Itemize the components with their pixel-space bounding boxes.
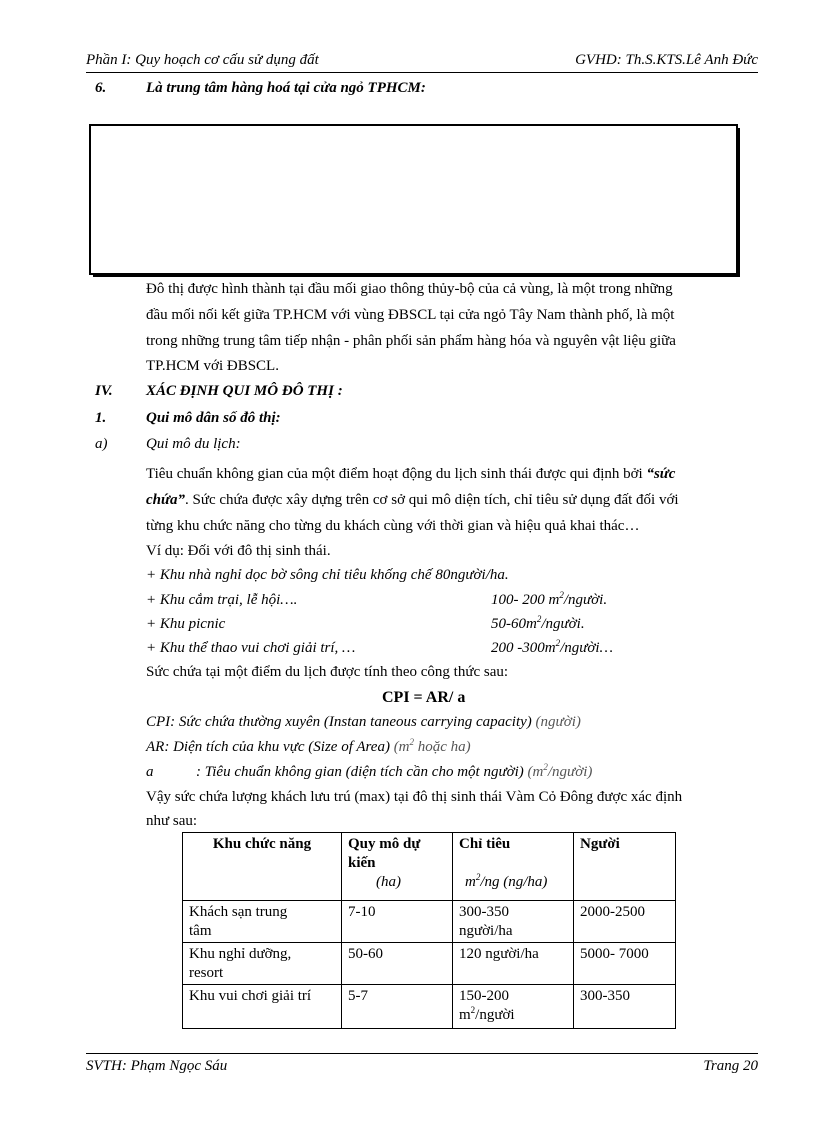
tourism-line2-bold: chứa” [146, 492, 185, 508]
table-header-scale-line2: kiến [348, 855, 376, 871]
table-header-row [183, 833, 676, 901]
formula-ar [146, 739, 471, 756]
item-3: + Khu picnic [146, 616, 226, 632]
item-3-sup: 2 [536, 614, 542, 624]
header-right: GVHD: Th.S.KTS.Lê Anh Đức [575, 52, 758, 68]
table-header-people [574, 833, 676, 901]
table-cell-scale: 5-7 [342, 985, 453, 1029]
section-1-number: 1. [95, 410, 107, 426]
formula-a [196, 764, 592, 781]
item-2-unit: /người. [563, 592, 608, 608]
table-header-index-unit-post: /ng (ng/ha) [480, 874, 548, 890]
row3-index-line1: 150-200 [459, 988, 509, 1004]
formula-a-symbol: a [146, 764, 154, 780]
formula-ar-unit-post: hoặc ha) [414, 739, 471, 755]
table-cell-index [453, 901, 574, 943]
row1-name-line1: Khách sạn trung [189, 904, 288, 920]
table-header-people-label: Người [580, 836, 620, 852]
table-header-scale-unit: (ha) [376, 874, 401, 890]
row3-index-unit-pre: m [459, 1007, 471, 1023]
table-cell-function [183, 943, 342, 985]
capacity-table [182, 832, 676, 1029]
tourism-line2-text: . Sức chứa được xây dựng trên cơ sở qui mô diện tích, chỉ tiêu sử dụng đất đối với [185, 492, 679, 508]
tourism-line2 [146, 492, 679, 509]
item-4: + Khu thể thao vui chơi giải trí, … [146, 640, 356, 656]
table-cell-scale: 7-10 [342, 901, 453, 943]
formula-a-unit-pre: (m [527, 764, 544, 780]
tourism-line1-text: Tiêu chuẩn không gian của một điểm hoạt động du lịch sinh thái được qui định bởi [146, 466, 647, 482]
item-2-value [491, 592, 607, 609]
formula-a-text: : Tiêu chuẩn không gian (diện tích cần cho một người) [196, 764, 524, 780]
section-1-title: Qui mô dân số đô thị: [146, 410, 281, 426]
row1-name-line2: tâm [189, 923, 212, 939]
footer-right: Trang 20 [703, 1058, 758, 1074]
item-3-value-num: 50-60m [491, 616, 537, 632]
figure-shadow-right [738, 128, 740, 277]
item-1: + Khu nhà nghỉ dọc bờ sông chỉ tiêu khống chế 80người/ha. [146, 567, 509, 583]
formula-a-sup: 2 [543, 762, 548, 772]
section-6-number: 6. [95, 80, 107, 96]
header-rule [86, 72, 758, 73]
table-row [183, 901, 676, 943]
row2-name-line2: resort [189, 965, 224, 981]
section-6-title: Là trung tâm hàng hoá tại cửa ngỏ TPHCM: [146, 80, 426, 96]
section-a-number: a) [95, 436, 108, 452]
table-header-index-sup: 2 [475, 872, 481, 882]
figure-placeholder [89, 124, 738, 275]
item-4-unit: /người… [560, 640, 613, 656]
conclusion-line1: Vậy sức chứa lượng khách lưu trú (max) tại đô thị sinh thái Vàm Cỏ Đông được xác định [146, 789, 683, 805]
table-cell-people: 300-350 [574, 985, 676, 1029]
formula-ar-text: AR: Diện tích của khu vực (Size of Area) [146, 739, 390, 755]
tourism-line1 [146, 466, 675, 483]
formula-cpi-text: CPI: Sức chứa thường xuyên (Instan taneous carrying capacity) [146, 714, 532, 730]
item-2-sup: 2 [559, 590, 564, 600]
formula-equation: CPI = AR/ a [382, 689, 466, 706]
header-left: Phần I: Quy hoạch cơ cấu sử dụng đất [86, 52, 319, 68]
table-header-scale [342, 833, 453, 901]
row1-index-line1: 300-350 [459, 904, 509, 920]
table-row [183, 985, 676, 1029]
item-2-value-num: 100- 200 m [491, 592, 560, 608]
figure-shadow-bottom [93, 275, 740, 277]
table-row [183, 943, 676, 985]
formula-ar-unit-pre: (m [393, 739, 410, 755]
section-IV-title: XÁC ĐỊNH QUI MÔ ĐÔ THỊ : [146, 383, 343, 399]
footer-left: SVTH: Phạm Ngọc Sáu [86, 1058, 228, 1074]
table-cell-scale: 50-60 [342, 943, 453, 985]
table-cell-people: 5000- 7000 [574, 943, 676, 985]
table-header-scale-line1: Quy mô dự [348, 836, 421, 852]
table-cell-function [183, 901, 342, 943]
item-3-unit: /người. [541, 616, 585, 632]
formula-cpi-unit: (người) [535, 714, 581, 730]
tourism-line1-bold: “sức [646, 466, 676, 482]
row1-index-line2: người/ha [459, 923, 513, 939]
table-header-index-unit-pre: m [465, 874, 476, 890]
table-cell-index: 120 người/ha [453, 943, 574, 985]
table-header-function-label: Khu chức năng [212, 836, 312, 852]
formula-cpi [146, 714, 581, 731]
table-cell-index [453, 985, 574, 1029]
tourism-line4: Ví dụ: Đối với đô thị sinh thái. [146, 543, 331, 559]
item-3-value [491, 616, 585, 633]
tourism-line3: từng khu chức năng cho từng du khách cùng với thời gian và hiệu quả khai thác… [146, 518, 640, 534]
para6-line3: trong những trung tâm tiếp nhận - phân phối sản phẩm hàng hóa và nguyên vật liệu giữa [146, 333, 676, 349]
table-cell-function: Khu vui chơi giải trí [183, 985, 342, 1029]
formula-ar-sup: 2 [409, 737, 415, 747]
formula-intro: Sức chứa tại một điểm du lịch được tính theo công thức sau: [146, 664, 509, 680]
table-header-function [183, 833, 342, 901]
section-a-title: Qui mô du lịch: [146, 436, 241, 452]
row3-index-unit-post: /người [475, 1007, 515, 1023]
para6-line4: TP.HCM với ĐBSCL. [146, 358, 279, 374]
item-2: + Khu cắm trại, lễ hội…. [146, 592, 298, 608]
para6-line1: Đô thị được hình thành tại đầu mối giao thông thủy-bộ của cả vùng, là một trong những [146, 281, 673, 297]
item-4-value [491, 640, 613, 657]
table-cell-people: 2000-2500 [574, 901, 676, 943]
formula-ar-unit [394, 739, 471, 755]
formula-a-unit [528, 764, 593, 780]
para6-line2: đầu mối nối kết giữa TP.HCM với vùng ĐBSCL tại cửa ngỏ Tây Nam thành phố, là một [146, 307, 675, 323]
section-IV-number: IV. [95, 383, 113, 399]
table-header-index-line1: Chỉ tiêu [459, 836, 511, 852]
formula-a-unit-post: /người) [547, 764, 593, 780]
item-4-value-num: 200 -300m [491, 640, 556, 656]
footer-rule [86, 1053, 758, 1054]
conclusion-line2: như sau: [146, 813, 198, 829]
row3-index-sup: 2 [470, 1005, 476, 1015]
row2-name-line1: Khu nghỉ dưỡng, [189, 946, 292, 962]
item-4-sup: 2 [555, 638, 561, 648]
table-header-index [453, 833, 574, 901]
